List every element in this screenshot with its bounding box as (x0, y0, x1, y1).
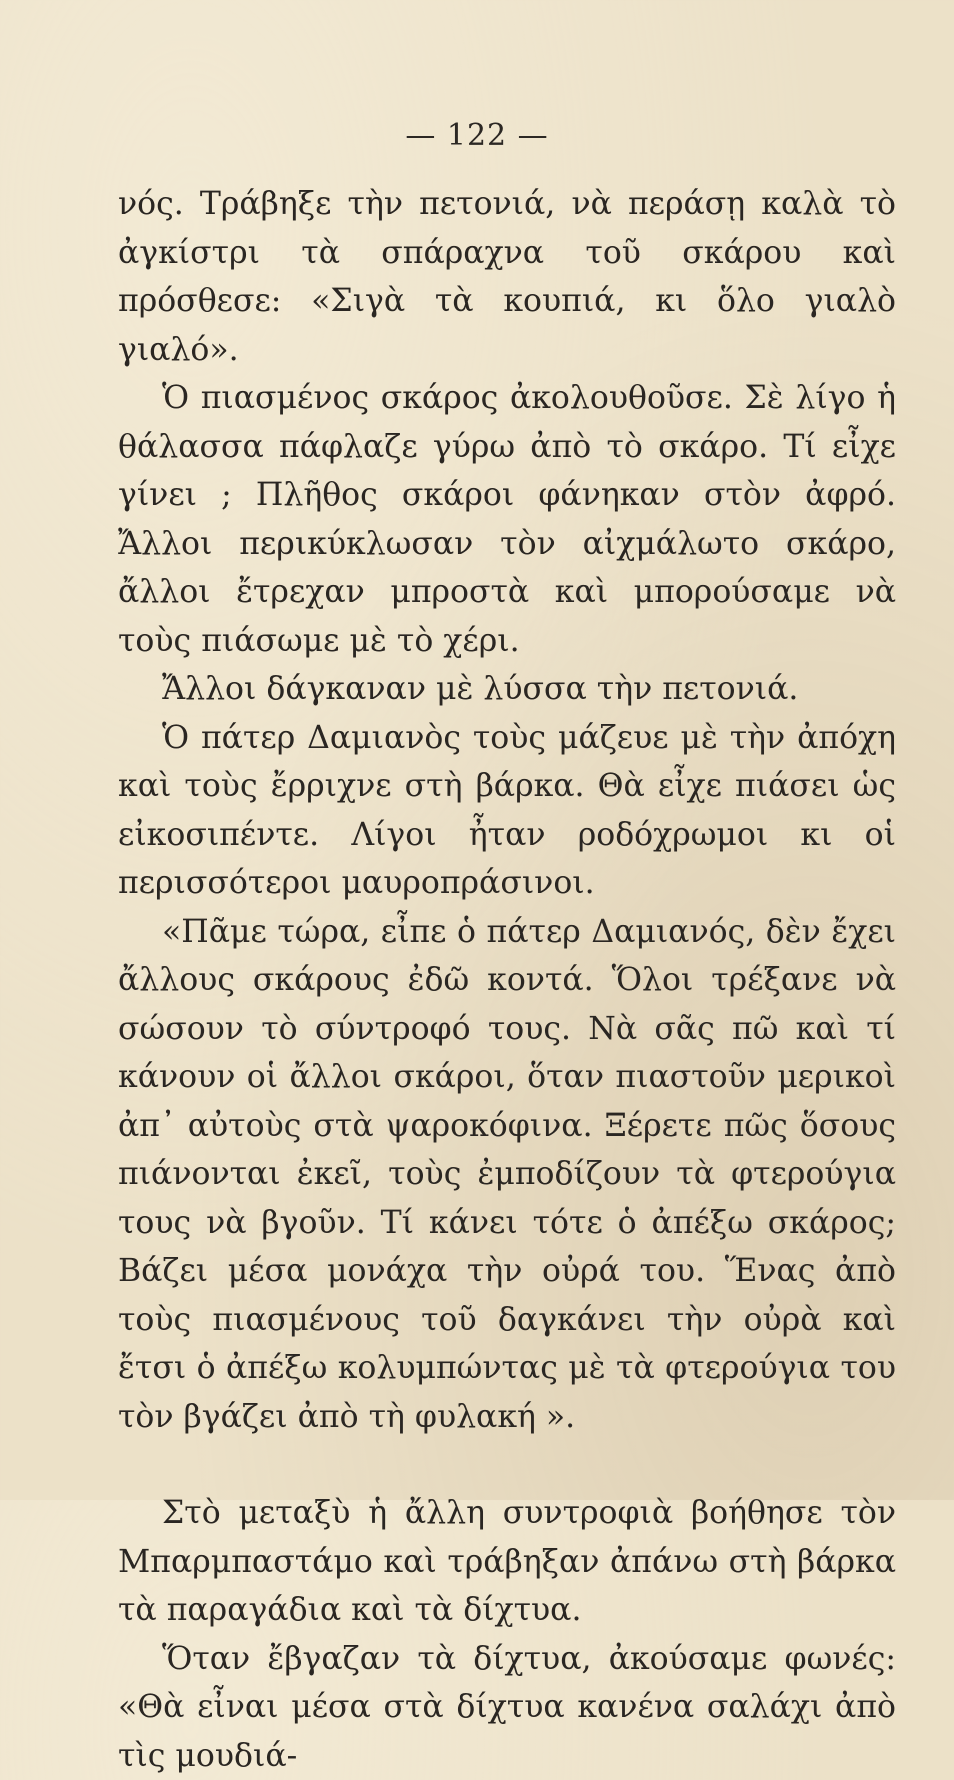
section-gap (118, 1441, 896, 1489)
paragraph-7: Ὅταν ἔβγαζαν τὰ δίχτυα, ἀκούσαμε φωνές: «Θὰ εἶναι μέσα στὰ δίχτυα κανένα σαλάχι ἀπὸ τὶς μουδιά- (118, 1635, 896, 1780)
paragraph-2: Ὁ πιασμένος σκάρος ἀκολουθοῦσε. Σὲ λίγο ἡ θάλασσα πάφλαζε γύρω ἀπὸ τὸ σκάρο. Τί εἶχε γίνει ; Πλῆθος σκάροι φάνηκαν στὸν ἀφρό. Ἄλλοι περικύκλωσαν τὸν αἰχμάλωτο σκάρο, ἄλλοι ἔτρεχαν μπροστὰ καὶ μπορούσαμε νὰ τοὺς πιάσωμε μὲ τὸ χέρι. (118, 374, 896, 665)
paragraph-3: Ἄλλοι δάγκαναν μὲ λύσσα τὴν πετονιά. (118, 665, 896, 714)
paragraph-1: νός. Τράβηξε τὴν πετονιά, νὰ περάσῃ καλὰ τὸ ἀγκίστρι τὰ σπάραχνα τοῦ σκάρου καὶ πρόσθεσε: «Σιγὰ τὰ κουπιά, κι ὅλο γιαλὸ γιαλό». (118, 180, 896, 374)
paragraph-5: «Πᾶμε τώρα, εἶπε ὁ πάτερ Δαμιανός, δὲν ἔχει ἄλλους σκάρους ἐδῶ κοντά. Ὅλοι τρέξανε νὰ σώσουν τὸ σύντροφό τους. Νὰ σᾶς πῶ καὶ τί κάνουν οἱ ἄλλοι σκάροι, ὅταν πιαστοῦν μερικοὶ ἀπ᾿ αὐτοὺς στὰ ψαροκόφινα. Ξέρετε πῶς ὅσους πιάνονται ἐκεῖ, τοὺς ἐμποδίζουν τὰ φτερούγια τους νὰ βγοῦν. Τί κάνει τότε ὁ ἀπέξω σκάρος; Βάζει μέσα μονάχα τὴν οὐρά του. Ἕνας ἀπὸ τοὺς πιασμένους τοῦ δαγκάνει τὴν οὐρὰ καὶ ἔτσι ὁ ἀπέξω κολυμπώντας μὲ τὰ φτερούγια του τὸν βγάζει ἀπὸ τὴ φυλακή ». (118, 908, 896, 1442)
paragraph-6: Στὸ μεταξὺ ἡ ἄλλη συντροφιὰ βοήθησε τὸν Μπαρμπαστάμο καὶ τράβηξαν ἀπάνω στὴ βάρκα τὰ παραγάδια καὶ τὰ δίχτυα. (118, 1489, 896, 1635)
text-body (118, 180, 896, 1780)
page-number: — 122 — (0, 118, 954, 153)
paragraph-4: Ὁ πάτερ Δαμιανὸς τοὺς μάζευε μὲ τὴν ἀπόχη καὶ τοὺς ἔρριχνε στὴ βάρκα. Θὰ εἶχε πιάσει ὡς εἰκοσιπέντε. Λίγοι ἦταν ροδόχρωμοι κι οἱ περισσότεροι μαυροπράσινοι. (118, 714, 896, 908)
